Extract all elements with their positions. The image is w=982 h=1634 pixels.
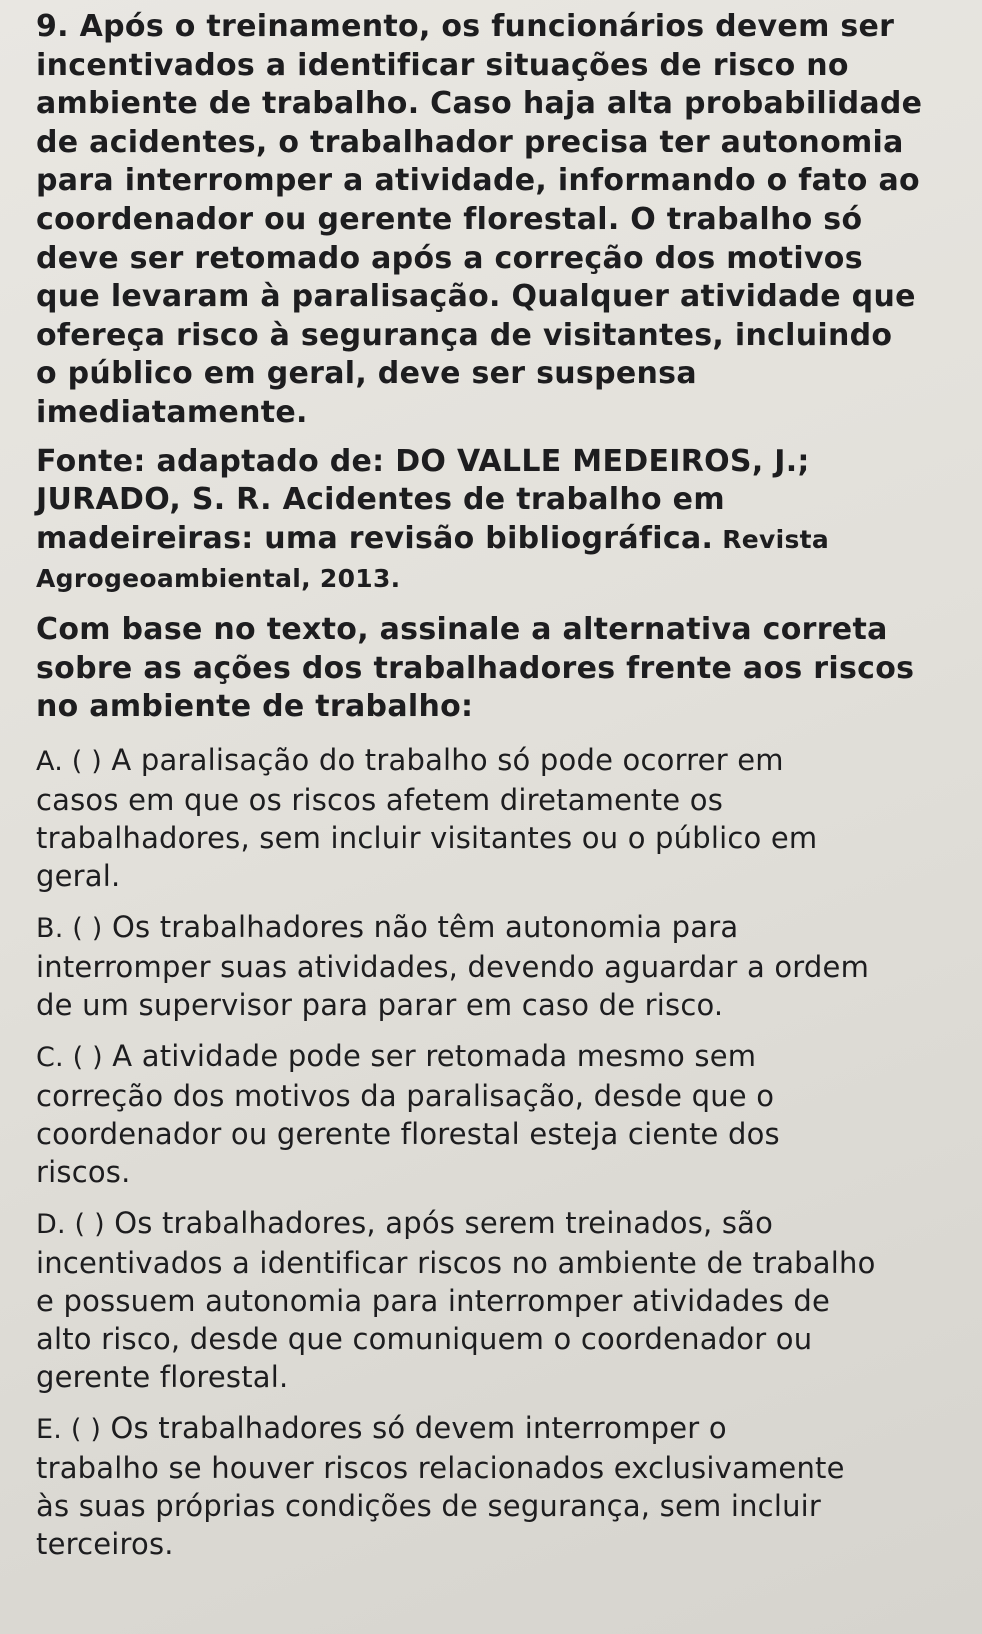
source-journal-tail: Agrogeoambiental, 2013.: [36, 564, 401, 594]
option-d[interactable]: [36, 1204, 982, 1396]
option-c[interactable]: [36, 1037, 982, 1191]
option-b[interactable]: [36, 908, 982, 1024]
option-a-checkbox[interactable]: A. ( ): [36, 745, 103, 777]
source-citation: [36, 443, 982, 599]
option-d-text: Os trabalhadores, após serem treinados, são incentivados a identificar riscos no ambiente de trabalho e possuem autonomia para interromper atividades de alto risco, desde que comuniquem o coordenador ou gerente florestal.: [36, 1205, 876, 1394]
option-e[interactable]: [36, 1409, 982, 1563]
option-b-text: Os trabalhadores não têm autonomia para interromper suas atividades, devendo aguardar a ordem de um supervisor para parar em caso de risco.: [36, 909, 870, 1022]
option-c-text: A atividade pode ser retomada mesmo sem correção dos motivos da paralisação, desde que o coordenador ou gerente florestal esteja ciente dos riscos.: [36, 1038, 780, 1189]
option-e-checkbox[interactable]: E. ( ): [36, 1413, 102, 1445]
question-text: 9. Após o treinamento, os funcionários devem ser incentivados a identificar situações de risco no ambiente de trabalho. Caso haja alta probabilidade de acidentes, o trabalhador precisa ter autonomia para interromper a atividade, informando o fato ao coordenador ou gerente florestal. O trabalho só deve ser retomado após a correção dos motivos que levaram à paralisação. Qualquer atividade que ofereça risco à segurança de visitantes, incluindo o público em geral, deve ser suspensa imediatamente.: [36, 9, 923, 430]
option-d-checkbox[interactable]: D. ( ): [36, 1208, 105, 1240]
option-e-text: Os trabalhadores só devem interromper o trabalho se houver riscos relacionados exclusivamente às suas próprias condições de segurança, sem incluir terceiros.: [36, 1410, 845, 1561]
source-journal: Revista: [713, 524, 830, 554]
option-a-text: A paralisação do trabalho só pode ocorrer em casos em que os riscos afetem diretamente os trabalhadores, sem incluir visitantes ou o público em geral.: [36, 742, 818, 893]
source-main: Fonte: adaptado de: DO VALLE MEDEIROS, J.; JURADO, S. R. Acidentes de trabalho em madeireiras: uma revisão bibliográfica.: [36, 443, 810, 556]
options-list: [36, 741, 982, 1563]
option-c-checkbox[interactable]: C. ( ): [36, 1041, 103, 1073]
question-prompt: Com base no texto, assinale a alternativa correta sobre as ações dos trabalhadores frente aos riscos no ambiente de trabalho:: [36, 611, 915, 725]
option-b-checkbox[interactable]: B. ( ): [36, 912, 103, 944]
question-page: [36, 8, 982, 1576]
option-a[interactable]: [36, 741, 982, 895]
